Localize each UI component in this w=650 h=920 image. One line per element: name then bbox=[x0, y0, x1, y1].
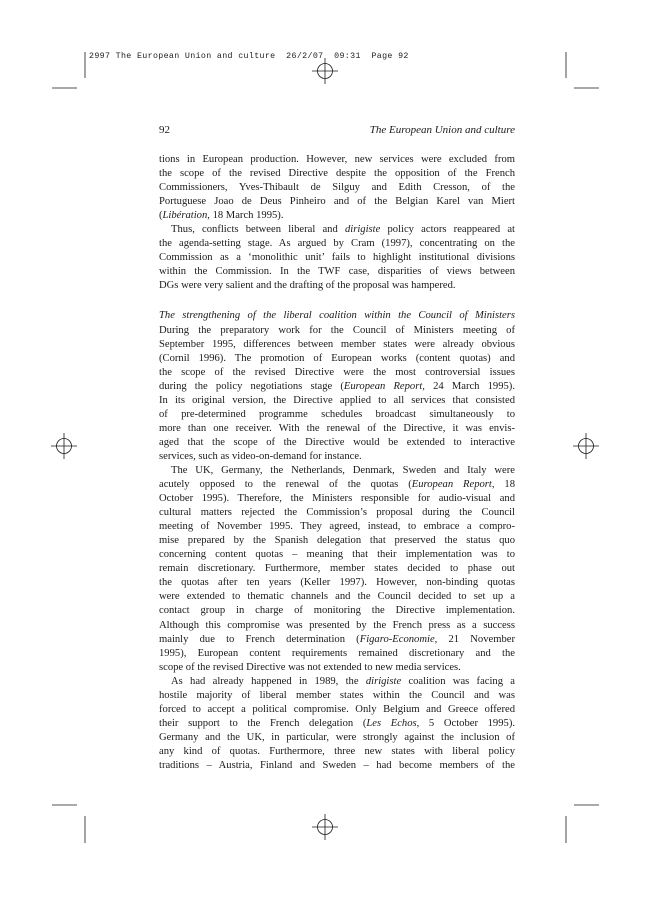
text-line bbox=[159, 338, 515, 352]
text-run: any kind of quotas. Furthermore, three new states with liberal policy bbox=[159, 745, 515, 757]
text-run: were extended to thematic channels and the Council decided to set up a bbox=[159, 591, 515, 603]
text-run: (Cornil 1996). The promotion of European works (content quotas) and bbox=[159, 352, 515, 364]
text-line bbox=[159, 633, 515, 647]
text-run: hostile majority of liberal member states within the Council and was bbox=[159, 689, 515, 701]
print-slug: 2997 The European Union and culture 26/2/07 09:31 Page 92 bbox=[89, 52, 409, 61]
italic-text: dirigiste bbox=[365, 675, 402, 687]
paragraph bbox=[159, 464, 515, 675]
registration-mark-left bbox=[51, 433, 77, 459]
italic-text: dirigiste bbox=[344, 224, 381, 236]
text-line bbox=[159, 237, 515, 251]
text-line bbox=[159, 181, 515, 195]
text-line bbox=[159, 534, 515, 548]
text-run: contact group in charge of monitoring the Directive implementation. bbox=[159, 605, 515, 617]
text-line bbox=[159, 604, 515, 618]
text-run: DGs were very salient and the drafting of the proposal was hampered. bbox=[159, 280, 456, 292]
running-header bbox=[159, 124, 515, 140]
text-line bbox=[159, 661, 515, 675]
section-gap bbox=[159, 293, 515, 309]
text-line bbox=[159, 759, 515, 773]
paragraph bbox=[159, 223, 515, 293]
text-line bbox=[159, 703, 515, 717]
text-line bbox=[159, 167, 515, 181]
text-run: September 1995, differences between member states were already obvious bbox=[159, 338, 515, 350]
text-run: during the policy negotiations stage ( bbox=[159, 380, 344, 392]
text-run: Thus, conflicts between liberal and bbox=[171, 224, 345, 236]
text-run: services, such as video-on-demand for instance. bbox=[159, 450, 362, 462]
text-line bbox=[159, 731, 515, 745]
text-line bbox=[159, 324, 515, 338]
text-run: October 1995). Therefore, the Ministers responsible for audio-visual and bbox=[159, 493, 515, 505]
italic-text: Les Echos bbox=[366, 717, 417, 729]
text-line bbox=[159, 464, 515, 478]
text-line bbox=[159, 153, 515, 167]
text-run: , 18 bbox=[491, 479, 515, 491]
text-run: 24 March 1995). bbox=[424, 380, 515, 392]
text-run: , 18 March 1995). bbox=[207, 210, 284, 222]
text-line bbox=[159, 251, 515, 265]
text-run: Commission as a ‘monolithic unit’ fails to highlight institutional divisions bbox=[159, 252, 515, 264]
text-run: meeting of November 1995. They agreed, instead, to embrace a compro- bbox=[159, 521, 515, 533]
text-line bbox=[159, 689, 515, 703]
text-run: scope of the revised Directive was not extended to new media services. bbox=[159, 661, 461, 673]
text-run: In its original version, the Directive applied to all services that consisted bbox=[159, 394, 515, 406]
text-line bbox=[159, 478, 515, 492]
text-run: forced to accept a political compromise. Only Belgium and Greece offered bbox=[159, 703, 515, 715]
text-run: During the preparatory work for the Council of Ministers meeting of bbox=[159, 324, 515, 336]
text-run: Portuguese Joao de Deus Pinheiro and of the Belgian Karel van Miert bbox=[159, 196, 515, 208]
paragraph bbox=[159, 309, 515, 464]
text-line bbox=[159, 279, 515, 293]
registration-mark-bottom bbox=[312, 814, 338, 840]
text-run: Germany and the UK, in particular, were strongly against the inclusion of bbox=[159, 731, 515, 743]
italic-text: European Report bbox=[411, 479, 492, 491]
page-number: 92 bbox=[159, 124, 170, 136]
text-run: remain discretionary. Furthermore, member states decided to phase out bbox=[159, 563, 515, 575]
text-line bbox=[159, 380, 515, 394]
text-run: acutely opposed to the renewal of the quotas ( bbox=[159, 479, 412, 491]
text-line bbox=[159, 492, 515, 506]
text-run: Although this compromise was presented by the French press as a success bbox=[159, 619, 515, 631]
text-run: The UK, Germany, the Netherlands, Denmark, Sweden and Italy were bbox=[171, 464, 515, 476]
text-line bbox=[159, 265, 515, 279]
section-heading: The strengthening of the liberal coalition within the Council of Ministers bbox=[159, 310, 515, 322]
text-line bbox=[159, 209, 515, 223]
paragraph bbox=[159, 153, 515, 223]
running-title: The European Union and culture bbox=[369, 124, 515, 136]
text-line bbox=[159, 223, 515, 237]
text-line bbox=[159, 394, 515, 408]
text-line bbox=[159, 408, 515, 422]
text-run: ( bbox=[159, 210, 163, 222]
text-run: traditions – Austria, Finland and Sweden – had become members of the bbox=[159, 759, 515, 771]
text-line bbox=[159, 745, 515, 759]
text-run: within the Commission. In the TWF case, disparities of views between bbox=[159, 266, 515, 278]
text-run: policy actors reappeared at bbox=[380, 224, 515, 236]
text-run: the scope of the revised Directive despite the opposition of the French bbox=[159, 168, 515, 180]
text-line bbox=[159, 717, 515, 731]
text-run: mise prepared by the Spanish delegation that preserved the status quo bbox=[159, 535, 515, 547]
text-run: the agenda-setting stage. As argued by Cram (1997), concentrating on the bbox=[159, 238, 515, 250]
text-run: As had already happened in 1989, the bbox=[171, 675, 366, 687]
text-line bbox=[159, 506, 515, 520]
text-line bbox=[159, 647, 515, 661]
text-line bbox=[159, 352, 515, 366]
text-run: concerning content quotas – meaning that their implementation was to bbox=[159, 549, 515, 561]
text-run: cultural matters rejected the Commission’s proposal during the Council bbox=[159, 507, 515, 519]
text-run: mainly due to French determination ( bbox=[159, 633, 360, 645]
text-line bbox=[159, 675, 515, 689]
text-run: Commissioners, Yves-Thibault de Silguy and Edith Cresson, of the bbox=[159, 182, 515, 194]
text-line bbox=[159, 195, 515, 209]
text-line bbox=[159, 366, 515, 380]
text-run: tions in European production. However, new services were excluded from bbox=[159, 154, 515, 165]
text-run: 1995), European content requirements remained discretionary and the bbox=[159, 647, 515, 659]
italic-text: Libération bbox=[162, 210, 208, 222]
body-text bbox=[159, 153, 515, 773]
registration-mark-right bbox=[573, 433, 599, 459]
italic-text: European Report, bbox=[343, 380, 425, 392]
text-run: their support to the French delegation ( bbox=[159, 717, 367, 729]
text-line bbox=[159, 422, 515, 436]
text-line bbox=[159, 520, 515, 534]
text-line bbox=[159, 576, 515, 590]
text-line bbox=[159, 548, 515, 562]
text-run: the quotas after ten years (Keller 1997). However, non-binding quotas bbox=[159, 577, 515, 589]
paragraph bbox=[159, 675, 515, 773]
italic-text: Figaro-Economie bbox=[359, 633, 435, 645]
text-run: aged that the scope of the Directive would be extended to interactive bbox=[159, 436, 515, 448]
text-line bbox=[159, 450, 515, 464]
text-line bbox=[159, 562, 515, 576]
text-line bbox=[159, 436, 515, 450]
text-line bbox=[159, 590, 515, 604]
text-run: the scope of the revised Directive were the most controversial issues bbox=[159, 366, 515, 378]
text-line bbox=[159, 619, 515, 633]
text-run: of pre-determined programme schedules broadcast simultaneously to bbox=[159, 408, 515, 420]
text-run: more than one receiver. With the renewal of the Directive, it was envis- bbox=[159, 422, 515, 434]
registration-mark-top bbox=[312, 58, 338, 84]
text-run: , 21 November bbox=[434, 633, 515, 645]
text-run: , 5 October 1995). bbox=[416, 717, 516, 729]
text-run: coalition was facing a bbox=[401, 675, 515, 687]
